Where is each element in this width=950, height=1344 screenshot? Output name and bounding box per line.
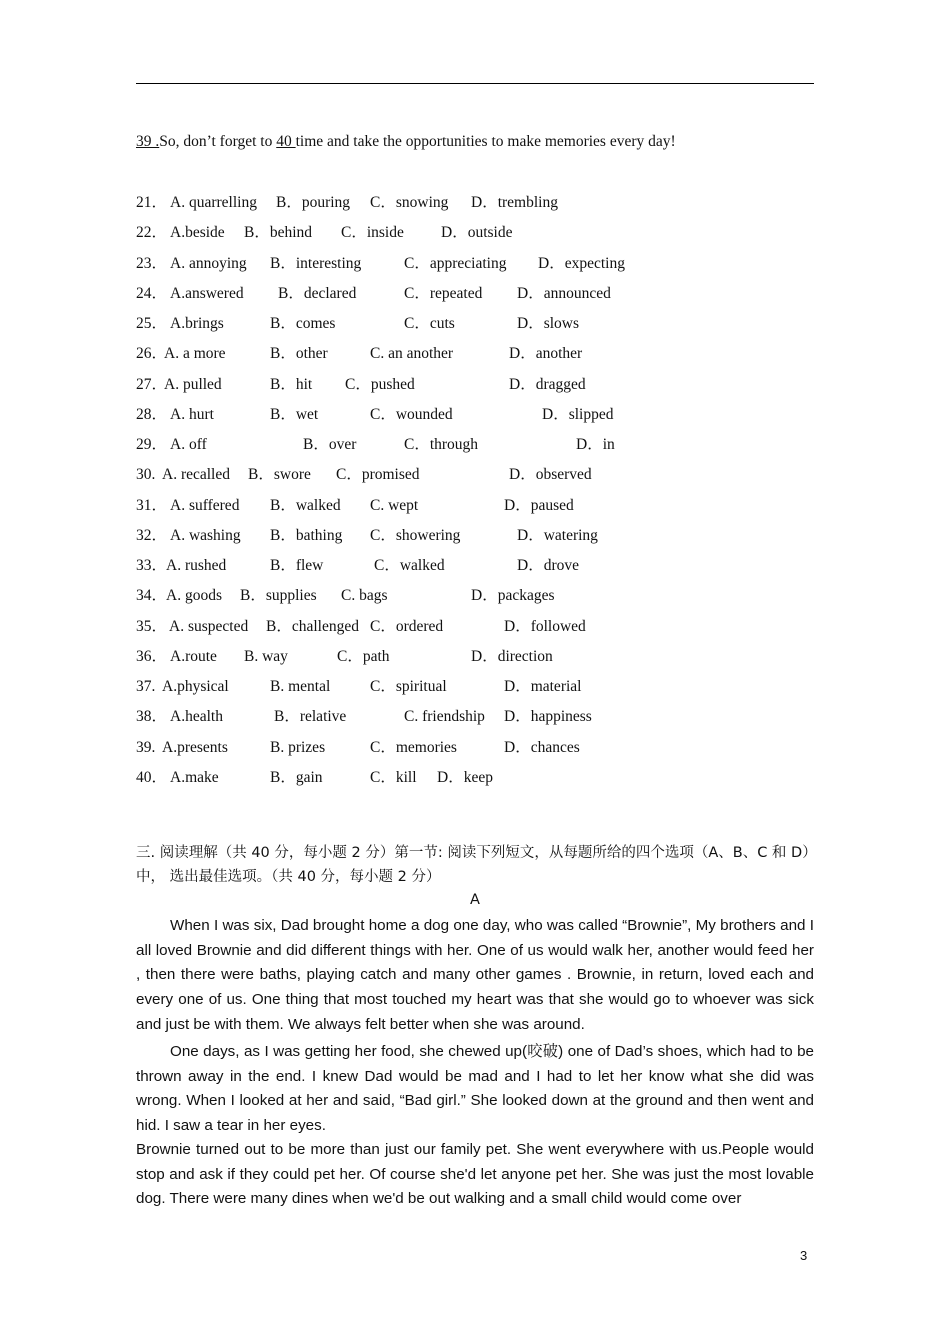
option-d: D．slipped [542, 405, 614, 423]
option-d: D．trembling [471, 194, 558, 211]
option-c: C．memories [370, 738, 457, 756]
option-d: D．followed [504, 617, 586, 635]
option-a: A. annoying [170, 254, 247, 272]
option-a: A. suffered [170, 496, 240, 514]
option-b: B．comes [270, 315, 336, 332]
option-b: B．bathing [270, 526, 343, 544]
option-b: B．interesting [270, 254, 362, 272]
option-c: C. an another [370, 345, 454, 363]
option-a: A.brings [170, 315, 224, 332]
option-a: A. hurt [170, 405, 214, 423]
passage-paragraph-3: Brownie turned out to be more than just our family pet. She went everywhere with us.People would stop and ask if they could pet her. Of course she'd let anyone pet her. She was just the most lovable dog. There were many dines when we'd be out walking and a small child would come over [136, 1141, 814, 1208]
question-number: 36． [136, 647, 168, 665]
option-d: D．observed [509, 466, 592, 484]
option-b: B．hit [270, 375, 313, 393]
option-d: D．chances [504, 738, 580, 756]
option-a: A. a more [164, 345, 226, 363]
option-d: D．in [576, 436, 615, 453]
option-c: C．inside [341, 224, 404, 242]
option-c: C．cuts [404, 315, 455, 332]
option-c: C．showering [370, 526, 461, 544]
option-b: B．behind [244, 224, 313, 242]
option-b: B．over [303, 436, 357, 453]
option-b: B．supplies [240, 587, 317, 605]
option-d: D．announced [517, 284, 611, 302]
option-a: A.health [170, 708, 223, 726]
blank-40: 40 [276, 133, 296, 150]
question-number: 34． [136, 587, 168, 605]
option-c: C．repeated [404, 284, 483, 302]
question-number: 33． [136, 557, 168, 574]
question-number: 28． [136, 405, 168, 423]
option-c: C．wounded [370, 405, 453, 423]
option-c: C. bags [341, 587, 388, 605]
option-d: D．watering [517, 526, 598, 544]
question-number: 40． [136, 768, 168, 786]
passage-paragraph-2: One days, as I was getting her food, she chewed up(咬破) one of Dad’s shoes, which had to be thrown away in the end. I knew Dad would be mad and I had to let her know what she did was wrong. When I looked at her and said, “Bad girl.” She looked down at the ground and then went and hid. I saw a tear in her eyes. [136, 1043, 814, 1135]
option-c: C．spiritual [370, 678, 447, 695]
question-number: 26． [136, 345, 168, 363]
option-d: D．paused [504, 496, 574, 514]
option-d: D．slows [517, 315, 580, 332]
option-c: C．through [404, 436, 479, 453]
question-number: 37. [136, 678, 156, 695]
option-d: D．outside [441, 224, 513, 242]
option-d: D．expecting [538, 254, 625, 272]
option-d: D．material [504, 678, 582, 695]
option-b: B. way [244, 647, 288, 665]
option-c: C．pushed [345, 375, 415, 393]
option-b: B. prizes [270, 738, 326, 756]
section-heading: 三. 阅读理解（共 40 分，每小题 2 分）第一节: 阅读下列短文，从每题所给的四个选项（A、B、C 和 D）中， 选出最佳选项。（共 40 分，每小题 2 分） [136, 845, 810, 885]
option-d: D．dragged [509, 375, 586, 393]
header-rule [136, 83, 814, 84]
passage-paragraph-1: When I was six, Dad brought home a dog one day, who was called “Brownie”, My brothers and I all loved Brownie and did different things with her. One of us would walk her, another would feed her , then there were baths, playing catch and many other games . Brownie, in return, loved each and every one of us. One thing that most touched my heart was that she would go to whoever was sick and just be with them. We always felt better when she was around. [136, 917, 814, 1033]
option-a: A. quarrelling [170, 194, 257, 211]
question-number: 24． [136, 284, 168, 302]
option-b: B．challenged [266, 617, 359, 635]
option-d: D．drove [517, 557, 579, 574]
question-number: 29． [136, 436, 168, 453]
option-a: A.beside [170, 224, 225, 242]
option-c: C．snowing [370, 194, 449, 211]
option-b: B．declared [278, 284, 357, 302]
option-a: A.route [170, 647, 217, 665]
option-c: C. friendship [404, 708, 485, 726]
option-a: A.make [170, 768, 219, 786]
page-number: 3 [800, 1248, 808, 1263]
question-number: 22． [136, 224, 168, 242]
option-b: B．other [270, 345, 328, 363]
option-b: B．swore [248, 466, 311, 484]
option-a: A. off [170, 436, 207, 453]
cloze-text-b: time and take the opportunities to make memories every day! [295, 133, 676, 150]
option-a: A. goods [166, 587, 222, 605]
cloze-tail-line [136, 133, 676, 151]
blank-39: 39 . [136, 133, 160, 150]
question-number: 32． [136, 526, 168, 544]
option-a: A.answered [170, 284, 244, 302]
option-c: C．path [337, 647, 390, 665]
option-a: A.presents [162, 738, 228, 756]
option-b: B．pouring [276, 194, 351, 211]
option-a: A. recalled [162, 466, 230, 484]
option-a: A. rushed [166, 557, 227, 574]
option-b: B．wet [270, 405, 319, 423]
question-number: 30. [136, 466, 156, 484]
option-c: C．appreciating [404, 254, 507, 272]
question-number: 39. [136, 738, 156, 756]
option-c: C．kill [370, 768, 417, 786]
question-number: 38． [136, 708, 168, 726]
option-a: A. suspected [169, 617, 249, 635]
question-number: 25． [136, 315, 168, 332]
option-d: D．direction [471, 647, 553, 665]
option-a: A. pulled [164, 375, 222, 393]
option-b: B. mental [270, 678, 331, 695]
question-number: 21． [136, 194, 168, 211]
question-number: 31． [136, 496, 168, 514]
option-c: C．promised [336, 466, 420, 484]
option-a: A.physical [162, 678, 229, 695]
option-c: C．walked [374, 557, 445, 574]
option-b: B．flew [270, 557, 324, 574]
option-d: D．another [509, 345, 583, 363]
question-number: 27． [136, 375, 168, 393]
option-b: B．gain [270, 768, 323, 786]
option-b: B．relative [274, 708, 347, 726]
option-a: A. washing [170, 526, 241, 544]
passage-label: A [470, 892, 480, 908]
cloze-text-a: So, don’t forget to [159, 133, 277, 150]
question-number: 35． [136, 617, 168, 635]
option-b: B．walked [270, 496, 341, 514]
option-c: C. wept [370, 496, 419, 514]
option-d: D．keep [437, 768, 493, 786]
option-c: C．ordered [370, 617, 444, 635]
option-d: D．happiness [504, 708, 592, 726]
question-number: 23． [136, 254, 168, 272]
option-d: D．packages [471, 587, 555, 605]
